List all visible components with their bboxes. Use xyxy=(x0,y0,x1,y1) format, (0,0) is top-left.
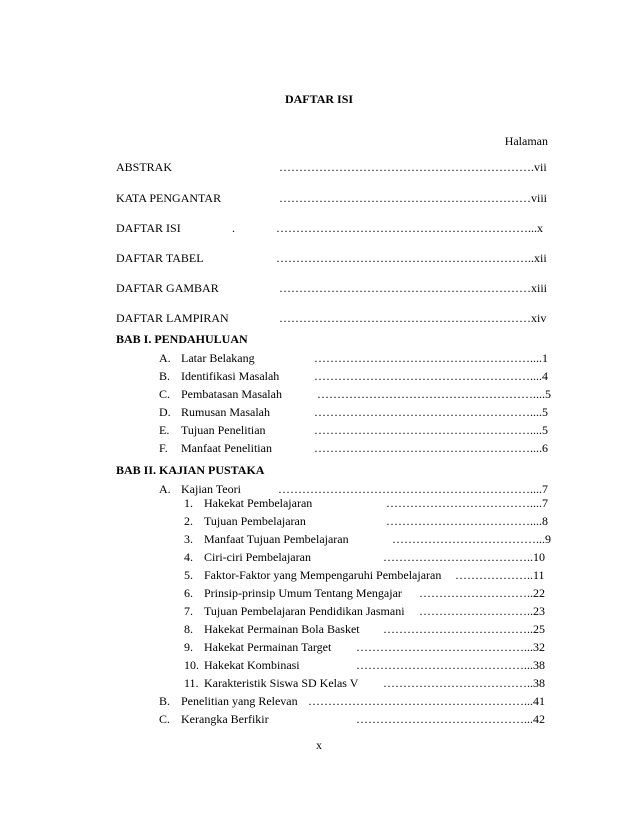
toc-number: 5. xyxy=(184,568,193,582)
page-title: DAFTAR ISI xyxy=(284,92,354,106)
toc-label: Tujuan Penelitian xyxy=(181,423,266,437)
toc-dots: ………………………………………………. xyxy=(317,387,536,401)
toc-page: .10 xyxy=(530,550,545,564)
toc-number: 8. xyxy=(184,622,193,636)
toc-page: .41 xyxy=(530,694,545,708)
toc-page: xiii xyxy=(531,281,548,295)
toc-dots: …………………………………….. xyxy=(356,658,530,672)
toc-label: Manfaat Tujuan Pembelajaran xyxy=(204,532,349,546)
toc-label: Hakekat Permainan Target xyxy=(204,640,332,654)
toc-label: Prinsip-prinsip Umum Tentang Mengajar xyxy=(204,586,402,600)
toc-letter: B. xyxy=(159,369,171,383)
toc-number: 9. xyxy=(184,640,193,654)
toc-extra-mark: . xyxy=(232,221,235,235)
toc-letter: C. xyxy=(159,387,171,401)
toc-page: ..6 xyxy=(536,441,548,455)
toc-label: ABSTRAK xyxy=(116,160,173,174)
toc-letter: E. xyxy=(159,423,170,437)
toc-label: Tujuan Pembelajaran xyxy=(204,514,306,528)
toc-page: ..x xyxy=(531,221,543,235)
toc-label: DAFTAR LAMPIRAN xyxy=(116,311,229,325)
toc-number: 6. xyxy=(184,586,193,600)
toc-page: ..8 xyxy=(536,514,548,528)
toc-label: Manfaat Penelitian xyxy=(181,441,272,455)
toc-page: ...5 xyxy=(536,387,551,401)
toc-page: .11 xyxy=(530,568,545,582)
toc-dots: ……………………………… xyxy=(392,532,536,546)
toc-dots: …………………………………….. xyxy=(356,640,530,654)
toc-dots: ……………………………………………….. xyxy=(314,423,536,437)
toc-dots: ……………………………………………………… xyxy=(279,281,531,295)
toc-dots: ……………………………………………………….. xyxy=(278,482,536,496)
toc-page: xiv xyxy=(531,311,547,325)
toc-label: DAFTAR TABEL xyxy=(116,251,204,265)
toc-label: Hakekat Kombinasi xyxy=(204,658,300,672)
toc-page: .25 xyxy=(530,622,545,636)
toc-label: Hakekat Permainan Bola Basket xyxy=(204,622,360,636)
toc-dots: ……………………………….. xyxy=(386,496,536,510)
toc-number: 11. xyxy=(184,676,199,690)
bab1-heading[interactable]: BAB I. PENDAHULUAN xyxy=(116,332,248,346)
toc-page: ..1 xyxy=(536,351,548,365)
toc-number: 4. xyxy=(184,550,193,564)
toc-page: .23 xyxy=(530,604,545,618)
toc-letter: A. xyxy=(159,351,171,365)
toc-page: ...9 xyxy=(536,532,551,546)
toc-page: ..7 xyxy=(536,482,548,496)
toc-label: Pembatasan Masalah xyxy=(181,387,282,401)
toc-dots: ……………………………………………………… xyxy=(279,160,531,174)
toc-label: KATA PENGANTAR xyxy=(116,191,222,205)
toc-dots: ………………. xyxy=(455,568,530,582)
toc-letter: A. xyxy=(159,482,171,496)
toc-number: 1. xyxy=(184,496,193,510)
toc-number: 10. xyxy=(184,658,199,672)
toc-label: Identifikasi Masalah xyxy=(181,369,280,383)
toc-page: ..4 xyxy=(536,369,548,383)
toc-page: ..7 xyxy=(536,496,548,510)
toc-number: 3. xyxy=(184,532,193,546)
toc-page: .38 xyxy=(530,676,545,690)
toc-dots: ………………………………. xyxy=(383,622,530,636)
toc-dots: ……………………………………………….. xyxy=(314,405,536,419)
toc-label: Hakekat Pembelajaran xyxy=(204,496,313,510)
toc-dots: …………………………………….. xyxy=(356,712,530,726)
toc-dots: ……………………………………………………… xyxy=(279,191,531,205)
toc-page: ..5 xyxy=(536,423,548,437)
toc-dots: ………………………. xyxy=(419,586,530,600)
toc-dots: ……………………………….. xyxy=(386,514,536,528)
bab2-heading[interactable]: BAB II. KAJIAN PUSTAKA xyxy=(116,463,265,477)
toc-label: DAFTAR ISI xyxy=(116,221,181,235)
halaman-label: Halaman xyxy=(504,134,548,148)
toc-page: viii xyxy=(531,191,548,205)
toc-label: Rumusan Masalah xyxy=(181,405,270,419)
toc-page: .xii xyxy=(531,251,547,265)
toc-dots: ……………………………………………….. xyxy=(308,694,530,708)
toc-dots: ……………………………………………….. xyxy=(314,369,536,383)
toc-label: Penelitian yang Relevan xyxy=(181,694,298,708)
toc-number: 7. xyxy=(184,604,193,618)
toc-dots: ……………………………………………………… xyxy=(279,311,531,325)
toc-dots: ………………………. xyxy=(419,604,530,618)
toc-dots: ………………………………. xyxy=(383,550,530,564)
toc-dots: ………………………………. xyxy=(383,676,530,690)
page-number: x xyxy=(316,738,322,752)
toc-number: 2. xyxy=(184,514,193,528)
toc-label: Kerangka Berfikir xyxy=(181,712,269,726)
toc-page: .32 xyxy=(530,640,545,654)
toc-letter: D. xyxy=(159,405,171,419)
toc-label: Latar Belakang xyxy=(181,351,255,365)
toc-dots: ………………………………………………………. xyxy=(276,251,531,265)
toc-dots: ……………………………………………….. xyxy=(314,351,536,365)
toc-letter: F. xyxy=(159,441,168,455)
toc-label: Tujuan Pembelajaran Pendidikan Jasmani xyxy=(204,604,405,618)
toc-label: Karakteristik Siswa SD Kelas V xyxy=(204,676,359,690)
toc-page: .22 xyxy=(530,586,545,600)
toc-label: Ciri-ciri Pembelajaran xyxy=(204,550,311,564)
toc-page: .42 xyxy=(530,712,545,726)
toc-dots: ……………………………………………….. xyxy=(314,441,536,455)
toc-page: .38 xyxy=(530,658,545,672)
toc-label: DAFTAR GAMBAR xyxy=(116,281,219,295)
toc-label: Kajian Teori xyxy=(181,482,241,496)
toc-dots: ………………………………………………………. xyxy=(276,221,531,235)
toc-label: Faktor-Faktor yang Mempengaruhi Pembelajaran xyxy=(204,568,442,582)
toc-letter: B. xyxy=(159,694,171,708)
toc-letter: C. xyxy=(159,712,171,726)
toc-page: ..5 xyxy=(536,405,548,419)
toc-page: .vii xyxy=(531,160,547,174)
